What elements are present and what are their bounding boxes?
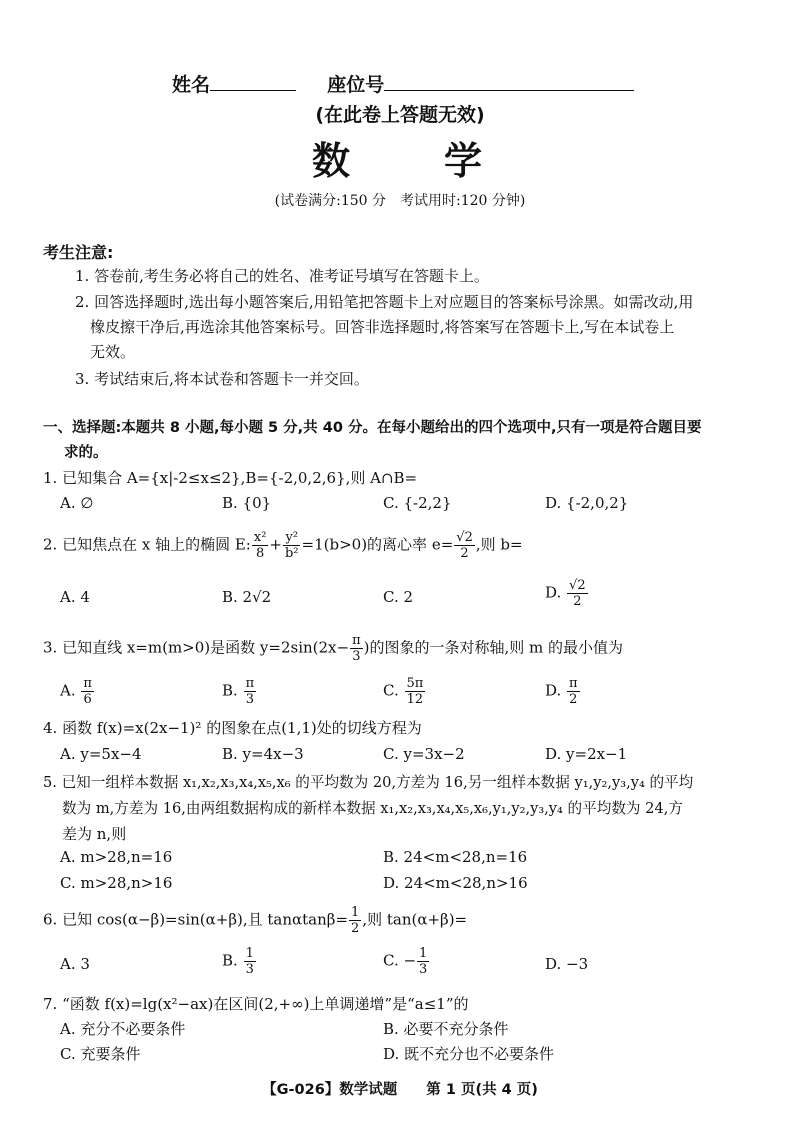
q3-option-c[interactable]: C. $\frac{5\pi}{12}$ (383, 676, 424, 707)
q2-option-c[interactable]: C. 2 (383, 588, 414, 606)
q6-stem: 6. 已知 cos(α−β)=sin(α+β),且 tanαtanβ= $\frac{1}{2}$ ,则 tan(α+β)= (43, 905, 468, 936)
q2-frac-e: $\frac{√2}{2}$ (456, 530, 473, 561)
name-blank[interactable] (210, 72, 296, 91)
notice-item-1: 1. 答卷前,考生务必将自己的姓名、准考证号填写在答题卡上。 (75, 267, 489, 285)
name-line (172, 70, 634, 97)
q2-frac-x: $\frac{\text{x²}}{8}$ (253, 530, 267, 561)
q1-option-a[interactable]: A. ∅ (60, 494, 94, 512)
q3-option-d[interactable]: D. $\frac{\pi}{2}$ (545, 676, 578, 707)
notice-heading: 考生注意: (43, 243, 114, 262)
q5-option-b[interactable]: B. 24<m<28,n=16 (383, 848, 528, 866)
q1-stem: 1. 已知集合 A={x|-2≤x≤2},B={-2,0,2,6},则 A∩B= (43, 469, 418, 487)
invalid-note: (在此卷上答题无效) (315, 104, 485, 126)
q5-option-a[interactable]: A. m>28,n=16 (60, 848, 173, 866)
page-footer: 【G-026】数学试题 第 1 页(共 4 页) (262, 1082, 538, 1098)
q7-option-b[interactable]: B. 必要不充分条件 (383, 1020, 509, 1038)
q4-option-a[interactable]: A. y=5x−4 (60, 745, 142, 763)
notice-item-2: 2. 回答选择题时,选出每小题答案后,用铅笔把答题卡上对应题目的答案标号涂黑。如需改动,用 (75, 293, 694, 311)
q4-option-b[interactable]: B. y=4x−3 (222, 745, 304, 763)
section-1-heading: 一、选择题:本题共 8 小题,每小题 5 分,共 40 分。在每小题给出的四个选项中,只有一项是符合题目要 (43, 420, 702, 436)
q1-option-c[interactable]: C. {-2,2} (383, 494, 452, 512)
notice-item-2-end: 无效。 (90, 343, 136, 361)
q5-stem-1: 5. 已知一组样本数据 x₁,x₂,x₃,x₄,x₅,x₆ 的平均数为 20,方差为 16,另一组样本数据 y₁,y₂,y₃,y₄ 的平均 (43, 774, 694, 791)
q7-option-a[interactable]: A. 充分不必要条件 (60, 1020, 186, 1038)
section-1-heading-cont: 求的。 (64, 445, 108, 461)
q7-stem: 7. “函数 f(x)=lg(x²−ax)在区间(2,+∞)上单调递增”是“a≤1”的 (43, 995, 469, 1013)
exam-info: (试卷满分:150 分 考试用时:120 分钟) (274, 193, 526, 209)
q3-option-b[interactable]: B. $\frac{\pi}{3}$ (222, 676, 255, 707)
q2-option-a[interactable]: A. 4 (60, 588, 90, 606)
notice-item-3: 3. 考试结束后,将本试卷和答题卡一并交回。 (75, 370, 369, 388)
seat-blank[interactable] (384, 72, 634, 91)
q3-option-a[interactable]: A. $\frac{\pi}{6}$ (60, 676, 92, 707)
name-label: 姓名 (172, 74, 211, 96)
q7-option-d[interactable]: D. 既不充分也不必要条件 (383, 1045, 555, 1063)
q2-frac-y: $\frac{\text{y²}}{\text{b²}}$ (284, 530, 299, 561)
q7-option-c[interactable]: C. 充要条件 (60, 1045, 141, 1063)
q6-option-c[interactable]: C. − $\frac{1}{3}$ (383, 946, 428, 977)
q6-frac-half: $\frac{1}{2}$ (351, 905, 360, 936)
q4-stem: 4. 函数 f(x)=x(2x−1)² 的图象在点(1,1)处的切线方程为 (43, 719, 422, 737)
notice-item-2-cont: 橡皮擦干净后,再选涂其他答案标号。回答非选择题时,将答案写在答题卡上,写在本试卷上 (90, 318, 675, 336)
page-title: 数 学 (311, 139, 488, 183)
q4-option-d[interactable]: D. y=2x−1 (545, 745, 628, 763)
q1-option-d[interactable]: D. {-2,0,2} (545, 494, 629, 512)
q4-option-c[interactable]: C. y=3x−2 (383, 745, 465, 763)
q2-stem: 2. 已知焦点在 x 轴上的椭圆 E: $\frac{\text{x²}}{8}$ + $\frac{\text{y²}}{\text{b²}}$ =1(b>0)的离心率 e= $\frac{√2}{2}$ ,则 b= (43, 530, 523, 561)
q5-option-d[interactable]: D. 24<m<28,n>16 (383, 874, 528, 892)
q6-option-a[interactable]: A. 3 (60, 955, 90, 973)
q5-stem-3: 差为 n,则 (62, 825, 127, 843)
seat-label: 座位号 (327, 74, 385, 96)
q5-stem-2: 数为 m,方差为 16,由两组数据构成的新样本数据 x₁,x₂,x₃,x₄,x₅,x₆,y₁,y₂,y₃,y₄ 的平均数为 24,方 (62, 800, 683, 817)
q3-frac-pi3: $\frac{\pi}{3}$ (352, 633, 361, 664)
q5-option-c[interactable]: C. m>28,n>16 (60, 874, 173, 892)
q6-option-b[interactable]: B. $\frac{1}{3}$ (222, 946, 254, 977)
q3-stem: 3. 已知直线 x=m(m>0)是函数 y=2sin(2x− $\frac{\pi}{3}$ )的图象的一条对称轴,则 m 的最小值为 (43, 633, 624, 664)
q6-option-d[interactable]: D. −3 (545, 955, 589, 973)
q2-option-d[interactable]: D. $\frac{√2}{2}$ (545, 578, 586, 609)
q2-option-b[interactable]: B. 2√2 (222, 588, 272, 606)
q1-option-b[interactable]: B. {0} (222, 494, 272, 512)
